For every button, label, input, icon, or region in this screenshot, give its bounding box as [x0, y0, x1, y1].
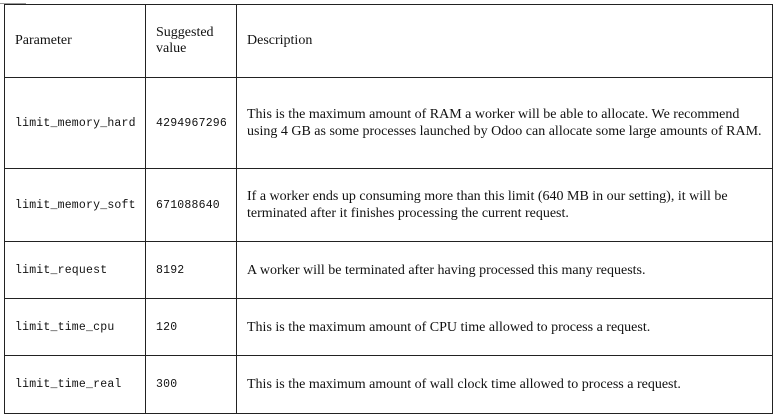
value-cell: 120 — [146, 299, 237, 356]
description-cell: This is the maximum amount of RAM a worker will be able to allocate. We recommend using 4 GB as some processes launched by Odoo can allocate some large amounts of RAM. — [237, 78, 773, 169]
value-cell: 300 — [146, 356, 237, 414]
table-header-row — [5, 5, 773, 78]
header-parameter: Parameter — [5, 5, 146, 78]
table-row — [5, 169, 773, 242]
value-cell: 671088640 — [146, 169, 237, 242]
value-cell: 8192 — [146, 242, 237, 299]
parameter-cell: limit_memory_hard — [5, 78, 146, 169]
parameter-cell: limit_time_cpu — [5, 299, 146, 356]
parameters-table — [4, 4, 773, 414]
table-row — [5, 78, 773, 169]
table-row — [5, 299, 773, 356]
value-cell: 4294967296 — [146, 78, 237, 169]
parameter-cell: limit_time_real — [5, 356, 146, 414]
table-row — [5, 356, 773, 414]
table-row — [5, 242, 773, 299]
header-suggested-value — [146, 5, 237, 78]
header-description: Description — [237, 5, 773, 78]
description-cell: This is the maximum amount of wall clock time allowed to process a request. — [237, 356, 773, 414]
header-suggested-value-label: Suggested value — [156, 25, 214, 56]
parameter-cell: limit_memory_soft — [5, 169, 146, 242]
description-cell: If a worker ends up consuming more than this limit (640 MB in our setting), it will be terminated after it finishes processing the current request. — [237, 169, 773, 242]
description-cell: A worker will be terminated after having processed this many requests. — [237, 242, 773, 299]
parameter-cell: limit_request — [5, 242, 146, 299]
description-cell: This is the maximum amount of CPU time allowed to process a request. — [237, 299, 773, 356]
